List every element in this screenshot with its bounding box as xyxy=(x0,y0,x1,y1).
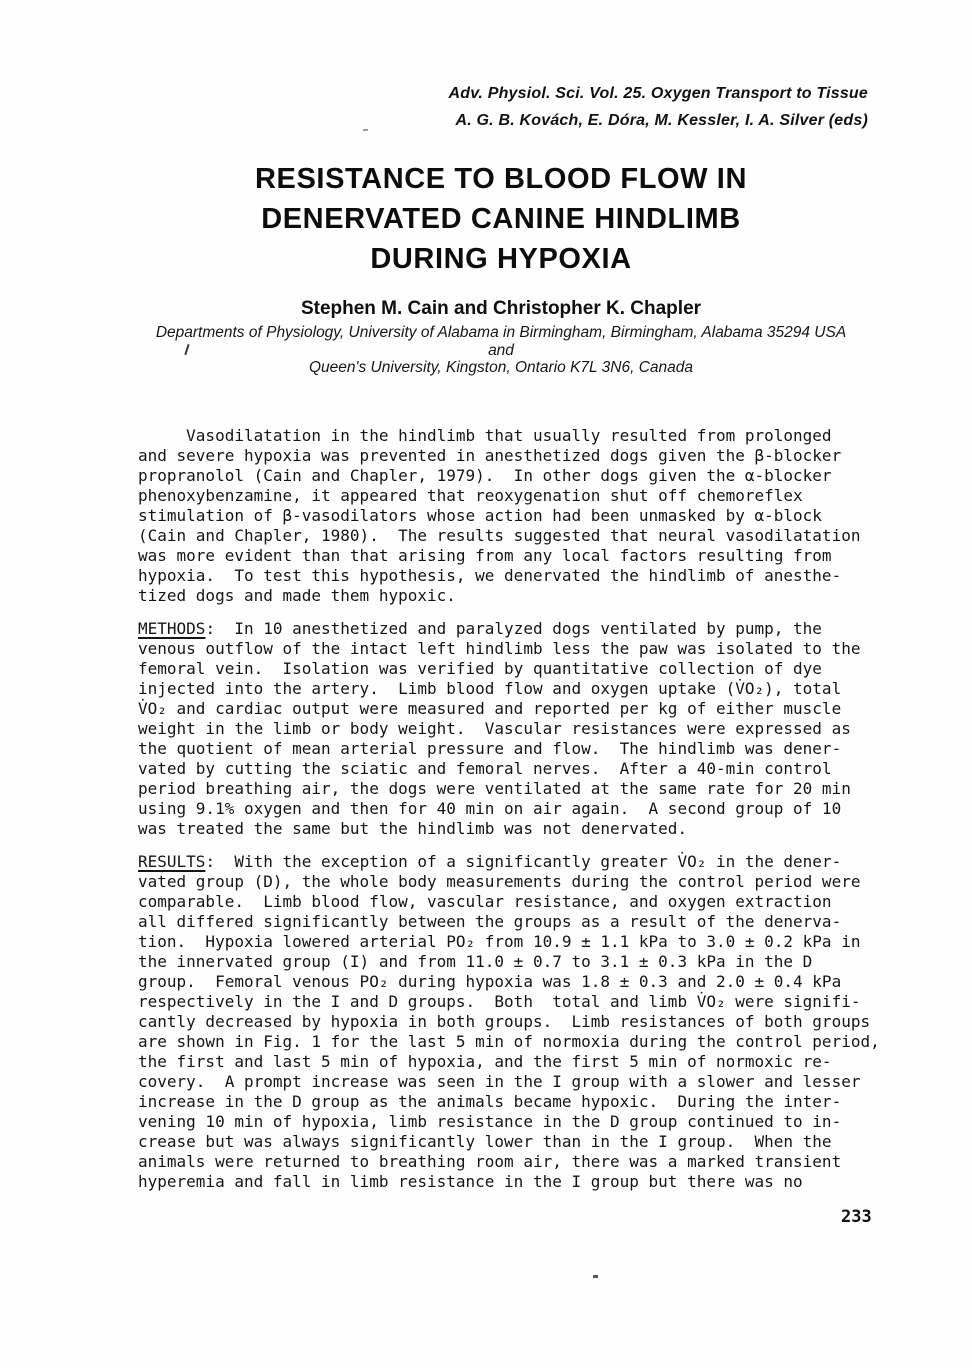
body-line: (Cain and Chapler, 1980). The results suggested that neural vasodilatation xyxy=(138,526,861,545)
body-line: femoral vein. Isolation was verified by quantitative collection of dye xyxy=(138,659,822,678)
body-line: vening 10 min of hypoxia, limb resistance in the D group continued to in- xyxy=(138,1112,842,1131)
body-line: the quotient of mean arterial pressure and flow. The hindlimb was dener- xyxy=(138,739,842,758)
paper-body xyxy=(138,426,880,1205)
body-paragraph-intro xyxy=(138,426,880,606)
body-line: venous outflow of the intact left hindlimb less the paw was isolated to the xyxy=(138,639,861,658)
body-line: vated group (D), the whole body measurements during the control period were xyxy=(138,872,861,891)
body-line: was treated the same but the hindlimb was not denervated. xyxy=(138,819,688,838)
body-line: using 9.1% oxygen and then for 40 min on air again. A second group of 10 xyxy=(138,799,842,818)
body-line: group. Femoral venous PO₂ during hypoxia was 1.8 ± 0.3 and 2.0 ± 0.4 kPa xyxy=(138,972,842,991)
body-line: phenoxybenzamine, it appeared that reoxygenation shut off chemoreflex xyxy=(138,486,803,505)
body-line xyxy=(138,852,880,872)
body-line: tion. Hypoxia lowered arterial PO₂ from 10.9 ± 1.1 kPa to 3.0 ± 0.2 kPa in xyxy=(138,932,861,951)
body-line: increase in the D group as the animals became hypoxic. During the inter- xyxy=(138,1092,842,1111)
affiliation-line: Departments of Physiology, University of Alabama in Birmingham, Birmingham, Alabama 35294 USA xyxy=(155,324,847,341)
body-line: respectively in the I and D groups. Both total and limb V̇O₂ were signifi- xyxy=(138,992,861,1011)
affiliation-line: Queen's University, Kingston, Ontario K7L 3N6, Canada xyxy=(308,359,694,376)
text-run: : In 10 anesthetized and paralyzed dogs ventilated by pump, the xyxy=(205,619,822,638)
affiliation-line: and xyxy=(488,341,514,359)
body-line: V̇O₂ and cardiac output were measured and reported per kg of either muscle xyxy=(138,699,842,718)
body-line: vated by cutting the sciatic and femoral nerves. After a 40-min control xyxy=(138,759,832,778)
citation-line: A. G. B. Kovách, E. Dóra, M. Kessler, I. A. Silver (eds) xyxy=(455,112,868,129)
paper-title-line: DURING HYPOXIA xyxy=(370,243,632,275)
body-line: comparable. Limb blood flow, vascular resistance, and oxygen extraction xyxy=(138,892,832,911)
body-line: period breathing air, the dogs were ventilated at the same rate for 20 min xyxy=(138,779,851,798)
body-line: animals were returned to breathing room air, there was a marked transient xyxy=(138,1152,842,1171)
body-line: hyperemia and fall in limb resistance in the I group but there was no xyxy=(138,1172,803,1191)
scan-artifact-mark xyxy=(593,1275,598,1278)
paper-title-line: DENERVATED CANINE HINDLIMB xyxy=(261,203,741,235)
body-line: the innervated group (I) and from 11.0 ± 0.7 to 3.1 ± 0.3 kPa in the D xyxy=(138,952,813,971)
body-line: all differed significantly between the groups as a result of the denerva- xyxy=(138,912,842,931)
text-run: : With the exception of a significantly greater V̇O₂ in the dener- xyxy=(205,852,842,871)
body-line: crease but was always significantly lower than in the I group. When the xyxy=(138,1132,832,1151)
body-line: hypoxia. To test this hypothesis, we denervated the hindlimb of anesthe- xyxy=(138,566,842,585)
body-line: injected into the artery. Limb blood flow and oxygen uptake (V̇O₂), total xyxy=(138,679,842,698)
section-label: RESULTS xyxy=(138,852,206,871)
body-line: covery. A prompt increase was seen in the I group with a slower and lesser xyxy=(138,1072,861,1091)
page-number: 233 xyxy=(841,1207,872,1227)
authors-line: Stephen M. Cain and Christopher K. Chapler xyxy=(300,298,702,319)
body-line: Vasodilatation in the hindlimb that usually resulted from prolonged xyxy=(138,426,832,445)
body-line: the first and last 5 min of hypoxia, and the first 5 min of normoxic re- xyxy=(138,1052,832,1071)
body-line: are shown in Fig. 1 for the last 5 min of normoxia during the control period, xyxy=(138,1032,880,1051)
body-line: stimulation of β-vasodilators whose action had been unmasked by α-block xyxy=(138,506,822,525)
section-label: METHODS xyxy=(138,619,206,638)
scan-artifact-mark xyxy=(363,129,368,131)
body-line: propranolol (Cain and Chapler, 1979). In other dogs given the α-blocker xyxy=(138,466,832,485)
body-line xyxy=(138,619,880,639)
body-line: cantly decreased by hypoxia in both groups. Limb resistances of both groups xyxy=(138,1012,871,1031)
body-paragraph-methods xyxy=(138,619,880,839)
body-line: was more evident than that arising from any local factors resulting from xyxy=(138,546,832,565)
paper-title-line: RESISTANCE TO BLOOD FLOW IN xyxy=(254,163,747,195)
body-line: tized dogs and made them hypoxic. xyxy=(138,586,456,605)
body-line: and severe hypoxia was prevented in anesthetized dogs given the β-blocker xyxy=(138,446,842,465)
paper-title xyxy=(15,159,972,279)
header-citation xyxy=(448,80,868,134)
body-line: weight in the limb or body weight. Vascular resistances were expressed as xyxy=(138,719,851,738)
citation-line: Adv. Physiol. Sci. Vol. 25. Oxygen Transport to Tissue xyxy=(448,85,868,102)
affiliations xyxy=(15,324,972,377)
body-paragraph-results xyxy=(138,852,880,1192)
